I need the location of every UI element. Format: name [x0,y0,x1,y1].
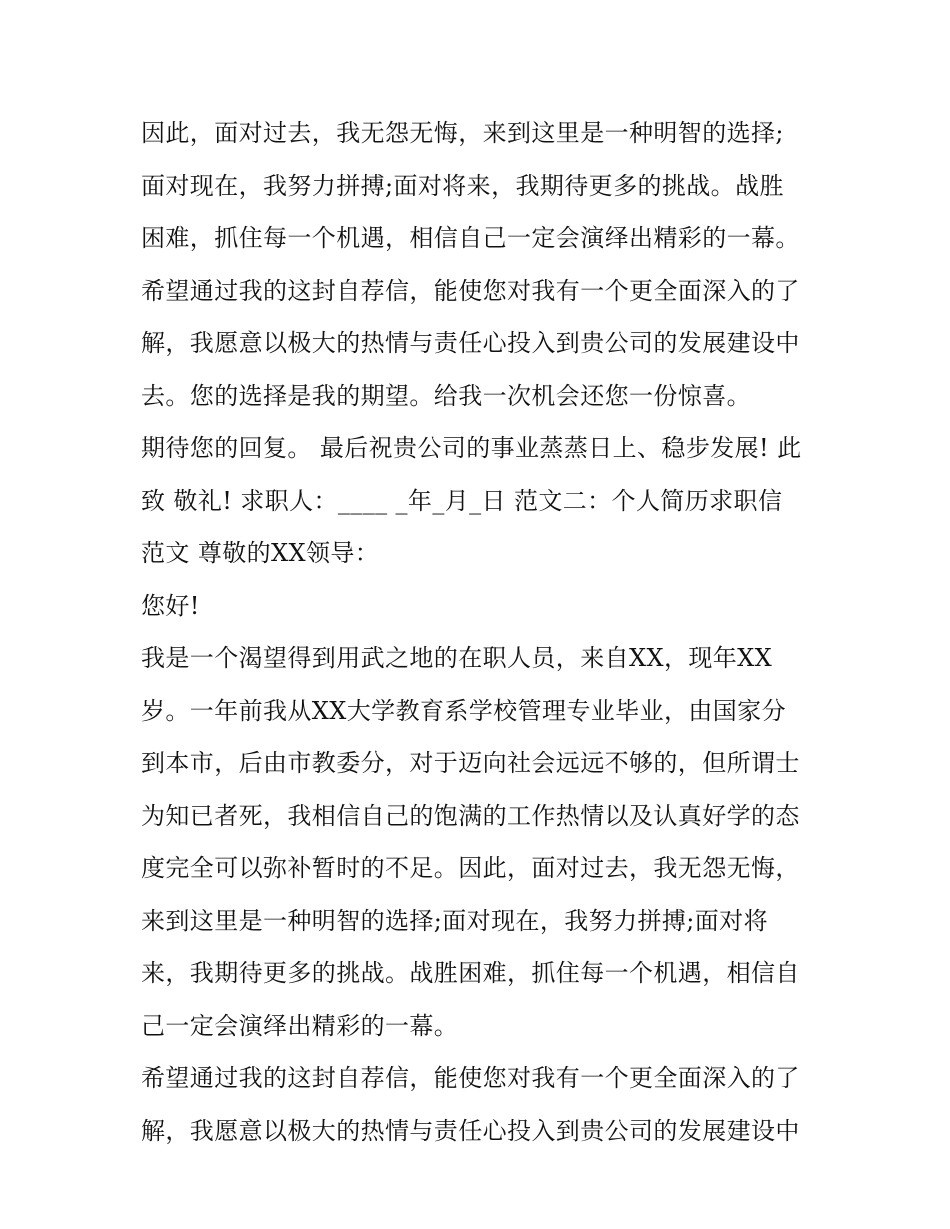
text-line-18: 己一定会演绎出精彩的一幕。 [141,1011,459,1040]
text-line-12: 岁。一年前我从XX大学教育系学校管理专业毕业，由国家分 [141,696,786,725]
text-line-8: 致 敬礼! 求职人：____ _年_月_日 范文二：个人简历求职信 [141,486,783,515]
text-line-13: 到本市，后由市教委分，对于迈向社会远远不够的，但所谓士 [141,749,800,777]
text-line-9: 范文 尊敬的XX领导： [141,539,380,567]
text-line-10: 您好! [141,591,200,620]
text-line-19: 希望通过我的这封自荐信，能使您对我有一个更全面深入的了 [141,1064,800,1092]
text-line-20: 解，我愿意以极大的热情与责任心投入到贵公司的发展建设中 [141,1116,800,1145]
text-line-14: 为知已者死，我相信自己的饱满的工作热情以及认真好学的态 [141,801,800,830]
text-line-5: 解，我愿意以极大的热情与责任心投入到贵公司的发展建设中 [141,329,800,357]
text-line-3: 困难，抓住每一个机遇，相信自己一定会演绎出精彩的一幕。 [141,224,800,252]
text-line-1: 因此，面对过去，我无怨无悔，来到这里是一种明智的选择; [141,119,784,147]
text-line-4: 希望通过我的这封自荐信，能使您对我有一个更全面深入的了 [141,276,800,305]
document-body [141,107,821,1157]
text-line-15: 度完全可以弥补暂时的不足。因此，面对过去，我无怨无悔， [141,854,800,882]
text-line-16: 来到这里是一种明智的选择;面对现在，我努力拼搏;面对将 [141,906,768,935]
text-line-11: 我是一个渴望得到用武之地的在职人员，来自XX，现年XX [141,644,773,672]
text-line-17: 来，我期待更多的挑战。战胜困难，抓住每一个机遇，相信自 [141,959,800,987]
text-line-6: 去。您的选择是我的期望。给我一次机会还您一份惊喜。 [141,381,751,410]
text-line-2: 面对现在，我努力拼搏;面对将来，我期待更多的挑战。战胜 [141,171,784,200]
text-line-7: 期待您的回复。 最后祝贵公司的事业蒸蒸日上、稳步发展! 此 [141,434,802,462]
